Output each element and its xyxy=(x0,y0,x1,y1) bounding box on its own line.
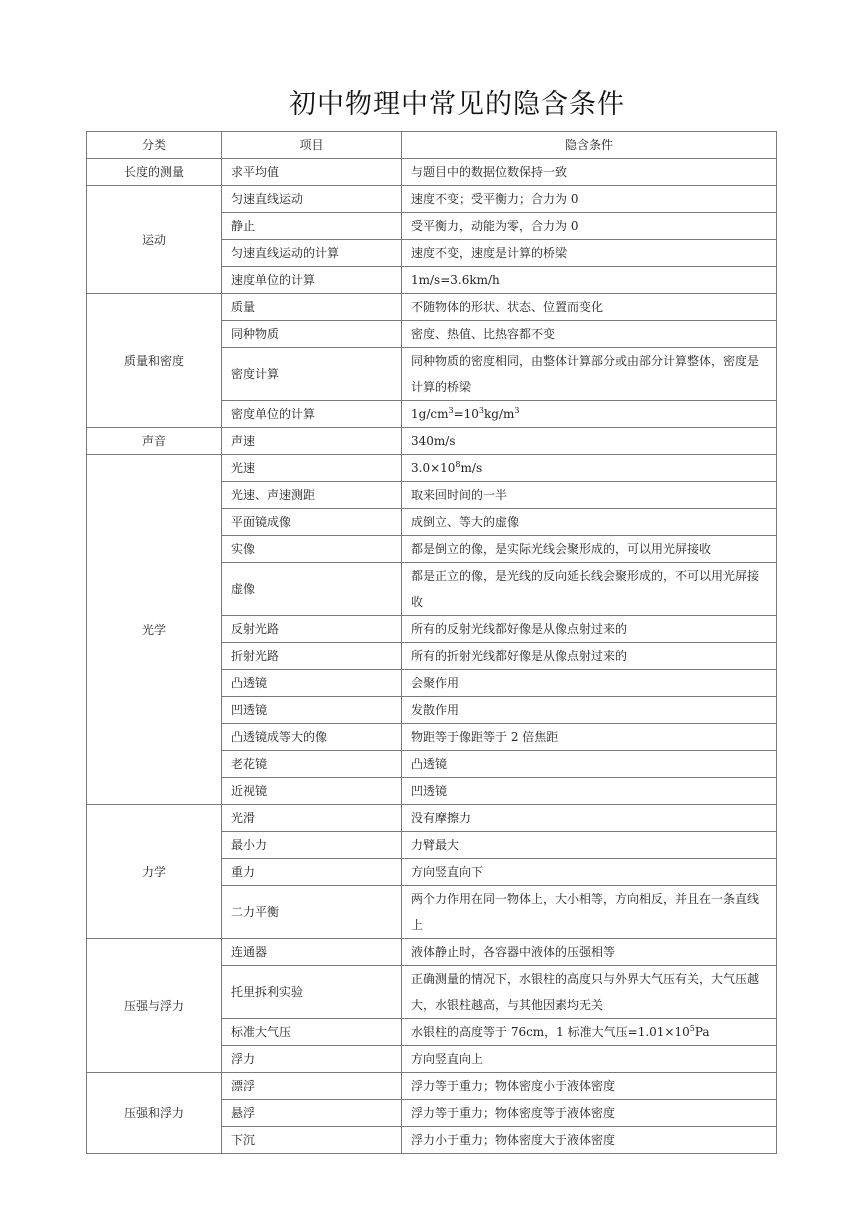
table-header-row xyxy=(87,132,777,159)
condition-cell: 所有的反射光线都好像是从像点射过来的 xyxy=(402,616,777,643)
table-row xyxy=(87,939,777,966)
page-title: 初中物理中常见的隐含条件 xyxy=(289,89,625,120)
table-row xyxy=(87,1073,777,1100)
condition-cell: 同种物质的密度相同，由整体计算部分或由部分计算整体，密度是计算的桥梁 xyxy=(402,348,777,401)
condition-cell: 正确测量的情况下，水银柱的高度只与外界大气压有关，大气压越大，水银柱越高，与其他因素均无关 xyxy=(402,966,777,1019)
condition-cell: 都是倒立的像，是实际光线会聚形成的，可以用光屏接收 xyxy=(402,536,777,563)
table-row xyxy=(87,294,777,321)
item-cell: 光滑 xyxy=(222,805,402,832)
condition-cell: 都是正立的像，是光线的反向延长线会聚形成的，不可以用光屏接收 xyxy=(402,563,777,616)
item-cell: 老花镜 xyxy=(222,751,402,778)
category-cell: 光学 xyxy=(87,455,222,805)
item-cell: 漂浮 xyxy=(222,1073,402,1100)
category-cell: 压强和浮力 xyxy=(87,1073,222,1154)
item-cell: 同种物质 xyxy=(222,321,402,348)
table-body xyxy=(87,159,777,1154)
table-row xyxy=(87,186,777,213)
item-cell: 声速 xyxy=(222,428,402,455)
condition-cell: 液体静止时，各容器中液体的压强相等 xyxy=(402,939,777,966)
category-cell: 运动 xyxy=(87,186,222,294)
category-cell: 长度的测量 xyxy=(87,159,222,186)
condition-cell: $1g/cm^3=10^3kg/m^3$ xyxy=(402,401,777,428)
condition-cell: 方向竖直向上 xyxy=(402,1046,777,1073)
table-row xyxy=(87,455,777,482)
item-cell: 光速、声速测距 xyxy=(222,482,402,509)
condition-cell: 速度不变，速度是计算的桥梁 xyxy=(402,240,777,267)
header-category: 分类 xyxy=(87,132,222,159)
item-cell: 速度单位的计算 xyxy=(222,267,402,294)
item-cell: 匀速直线运动 xyxy=(222,186,402,213)
item-cell: 反射光路 xyxy=(222,616,402,643)
item-cell: 凸透镜 xyxy=(222,670,402,697)
item-cell: 求平均值 xyxy=(222,159,402,186)
condition-cell: 成倒立、等大的虚像 xyxy=(402,509,777,536)
header-item: 项目 xyxy=(222,132,402,159)
condition-cell: 力臂最大 xyxy=(402,832,777,859)
table-row xyxy=(87,805,777,832)
condition-cell: 所有的折射光线都好像是从像点射过来的 xyxy=(402,643,777,670)
item-cell: 密度单位的计算 xyxy=(222,401,402,428)
condition-cell: 340m/s xyxy=(402,428,777,455)
item-cell: 虚像 xyxy=(222,563,402,616)
category-cell: 压强与浮力 xyxy=(87,939,222,1073)
item-cell: 凸透镜成等大的像 xyxy=(222,724,402,751)
item-cell: 密度计算 xyxy=(222,348,402,401)
item-cell: 匀速直线运动的计算 xyxy=(222,240,402,267)
condition-cell: 凸透镜 xyxy=(402,751,777,778)
condition-cell: 物距等于像距等于 2 倍焦距 xyxy=(402,724,777,751)
condition-cell: $3.0\times 10^8m/s$ xyxy=(402,455,777,482)
condition-cell: 受平衡力，动能为零，合力为 0 xyxy=(402,213,777,240)
item-cell: 最小力 xyxy=(222,832,402,859)
item-cell: 连通器 xyxy=(222,939,402,966)
item-cell: 下沉 xyxy=(222,1127,402,1154)
condition-cell: 发散作用 xyxy=(402,697,777,724)
condition-cell: 没有摩擦力 xyxy=(402,805,777,832)
item-cell: 近视镜 xyxy=(222,778,402,805)
item-cell: 凹透镜 xyxy=(222,697,402,724)
condition-cell: 浮力等于重力；物体密度小于液体密度 xyxy=(402,1073,777,1100)
category-cell: 力学 xyxy=(87,805,222,939)
condition-cell: 凹透镜 xyxy=(402,778,777,805)
condition-cell: 速度不变；受平衡力；合力为 0 xyxy=(402,186,777,213)
condition-cell: 密度、热值、比热容都不变 xyxy=(402,321,777,348)
conditions-table xyxy=(86,131,777,1154)
table-row xyxy=(87,428,777,455)
condition-cell: 方向竖直向下 xyxy=(402,859,777,886)
item-cell: 折射光路 xyxy=(222,643,402,670)
condition-cell: 浮力小于重力；物体密度大于液体密度 xyxy=(402,1127,777,1154)
item-cell: 光速 xyxy=(222,455,402,482)
condition-cell: 与题目中的数据位数保持一致 xyxy=(402,159,777,186)
condition-cell: 不随物体的形状、状态、位置而变化 xyxy=(402,294,777,321)
condition-cell: 1m/s=3.6km/h xyxy=(402,267,777,294)
condition-cell: 取来回时间的一半 xyxy=(402,482,777,509)
condition-cell: 两个力作用在同一物体上，大小相等，方向相反，并且在一条直线上 xyxy=(402,886,777,939)
item-cell: 二力平衡 xyxy=(222,886,402,939)
condition-cell: 浮力等于重力；物体密度等于液体密度 xyxy=(402,1100,777,1127)
condition-cell: 水银柱的高度等于 76cm，1 标准大气压$=1.01\times 10^5Pa$ xyxy=(402,1019,777,1046)
header-condition: 隐含条件 xyxy=(402,132,777,159)
item-cell: 实像 xyxy=(222,536,402,563)
item-cell: 悬浮 xyxy=(222,1100,402,1127)
category-cell: 声音 xyxy=(87,428,222,455)
item-cell: 静止 xyxy=(222,213,402,240)
item-cell: 平面镜成像 xyxy=(222,509,402,536)
table-row xyxy=(87,159,777,186)
condition-cell: 会聚作用 xyxy=(402,670,777,697)
item-cell: 重力 xyxy=(222,859,402,886)
item-cell: 标准大气压 xyxy=(222,1019,402,1046)
item-cell: 质量 xyxy=(222,294,402,321)
item-cell: 浮力 xyxy=(222,1046,402,1073)
category-cell: 质量和密度 xyxy=(87,294,222,428)
item-cell: 托里拆利实验 xyxy=(222,966,402,1019)
